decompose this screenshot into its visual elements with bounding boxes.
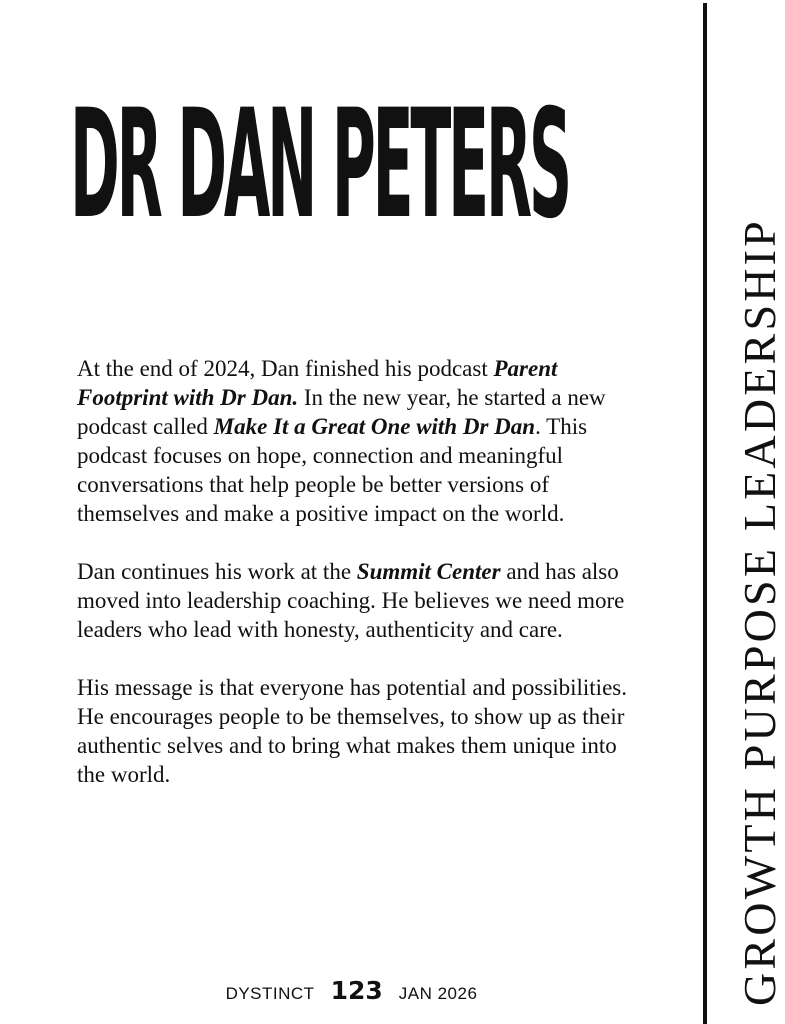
text-span: In the new year, he started a new podcast called <box>77 385 606 439</box>
podcast-title-emphasis: Parent Footprint with Dr Dan. <box>77 356 558 410</box>
article-body <box>77 354 637 818</box>
text-span: Dan continues his work at the <box>77 559 357 584</box>
text-span: His message is that everyone has potential and possibilities. He encourages people to be themselves, to show up as their authentic selves and to bring what makes them unique into the world. <box>77 675 627 787</box>
sidebar-tagline: GROWTH PURPOSE LEADERSHIP <box>734 218 785 1006</box>
text-span: and has also moved into leadership coaching. He believes we need more leaders who lead with honesty, authenticity and care. <box>77 559 625 642</box>
text-span: At the end of 2024, Dan finished his podcast <box>77 356 494 381</box>
article-title: DR DAN PETERS <box>70 78 569 252</box>
organization-emphasis: Summit Center <box>356 559 501 584</box>
paragraph-message <box>77 673 637 789</box>
paragraph-summit-center <box>77 557 637 644</box>
page-footer <box>0 976 703 1005</box>
text-span: . This podcast focuses on hope, connection and meaningful conversations that help people be better versions of themselves and make a positive impact on the world. <box>77 414 588 526</box>
podcast-title-emphasis: Make It a Great One with Dr Dan <box>213 414 536 439</box>
vertical-divider <box>703 3 707 1024</box>
magazine-name: DYSTINCT <box>225 984 315 1003</box>
issue-date: JAN 2026 <box>398 984 478 1003</box>
page-number: 123 <box>330 976 383 1005</box>
paragraph-podcast <box>77 354 637 528</box>
